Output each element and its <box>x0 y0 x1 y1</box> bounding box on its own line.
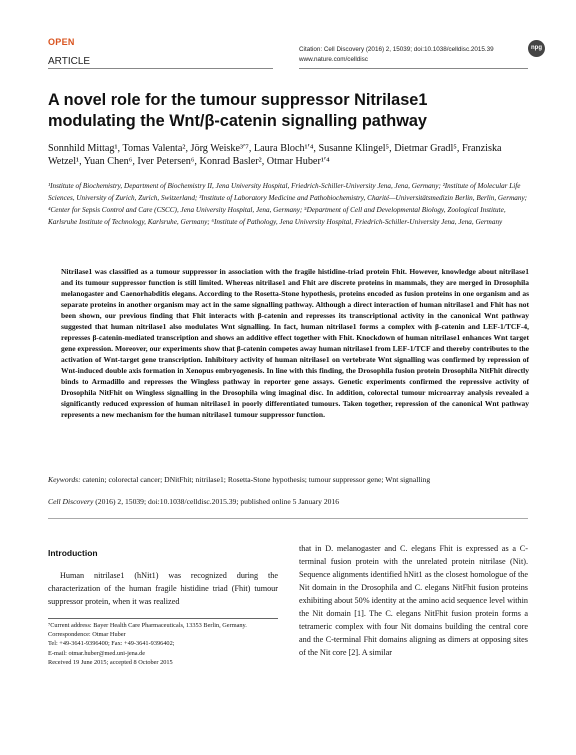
article-title: A novel role for the tumour suppressor Nitrilase1 modulating the Wnt/β-catenin signalling pathway <box>48 91 428 130</box>
abstract: Nitrilase1 was classified as a tumour suppressor in association with the fragile histidine-triad protein Fhit. However, knowledge about nitrilase1 and its tumour suppressor function is still limited. Whereas nitrilase1 and Fhit are discrete proteins in mammals, they are merged in Drosophila melanogaster and Caenorhabditis elegans. According to the Rosetta-Stone hypothesis, proteins encoded as fusion proteins in one organism and as separate proteins in another organism may act in the same signalling pathway. Although a direct interaction of human nitrilase1 and Fhit has not been shown, our previous finding that Fhit interacts with β-catenin and represses its transcriptional activity in the canonical Wnt pathway suggested that human nitrilase1 also modulates Wnt signalling. In fact, human nitrilase1 forms a complex with β-catenin and LEF-1/TCF-4, represses β-catenin-mediated transcription and shows an additive effect together with Fhit. Knockdown of human nitrilase1 enhances Wnt target gene expression. Moreover, our experiments show that β-catenin competes away human nitrilase1 from LEF-1/TCF and thereby contributes to the activation of Wnt-target gene transcription. Inhibitory activity of human nitrilase1 on vertebrate Wnt signalling was confirmed by repression of Wnt-induced double axis formation in Xenopus embryogenesis. In line with this finding, the Drosophila fusion protein Drosophila NitFhit directly binds to Armadillo and represses the Wingless pathway in reporter gene assays. Genetic experiments confirmed the repressive activity of Drosophila NitFhit on Wingless signalling in the Drosophila wing imaginal disc. In addition, colorectal tumour microarray analysis revealed a significantly reduced expression of human nitrilase1 in poorly differentiated tumours. Taken together, repression of the canonical Wnt pathway represents a new mechanism for the human nitrilase1 tumour suppressor function. <box>61 267 529 419</box>
publication-details: (2016) 2, 15039; doi:10.1038/celldisc.2015.39; published online 5 January 2016 <box>95 497 340 506</box>
journal-url[interactable]: www.nature.com/celldisc <box>299 56 368 63</box>
keywords-label: Keywords: <box>48 475 81 484</box>
citation-block <box>299 45 529 65</box>
affiliations: ¹Institute of Biochemistry, Department of Biochemistry II, Jena University Hospital, Friedrich-Schiller-University Jena, Jena, Germany; ²Institute of Molecular Life Sciences, University of Zurich, Zurich, Switzerland; ³Institute of Laboratory Medicine and Pathobiochemistry, Charité—Universitätsmedizin Berlin, Berlin, Germany; ⁴Center for Sepsis Control and Care (CSCC), Jena University Hospital, Jena, Germany; ⁵Department of Cell and Developmental Biology, Zoological Institute, Karlsruhe Institute of Technology, Karlsruhe, Germany; ⁶Institute of Pathology, Jena University Hospital, Friedrich-Schiller-University Jena, Jena, Germany <box>48 182 528 226</box>
intro-right-column <box>299 542 528 659</box>
keywords-text: catenin; colorectal cancer; DNitFhit; nitrilase1; Rosetta-Stone hypothesis; tumour suppressor gene; Wnt signalling <box>82 475 431 484</box>
npg-logo-icon: npg <box>528 40 545 57</box>
footnote-phone: Tel: +49-3641-9396400; Fax: +49-3641-9396402; <box>48 640 175 648</box>
intro-text: Human nitrilase1 (hNit1) was recognized during the characterization of the human fragile histidine triad (Fhit) tumour suppressor protein, when it was realized <box>48 571 278 606</box>
footnote-current-address: ⁷Current address: Bayer Health Care Pharmaceuticals, 13353 Berlin, Germany. <box>48 622 247 629</box>
footnote-email[interactable]: E-mail: otmar.huber@med.uni-jena.de <box>48 649 146 657</box>
keywords <box>48 474 528 485</box>
abstract-divider <box>48 518 528 519</box>
header-divider-right <box>299 68 528 69</box>
footnote-received: Received 19 June 2015; accepted 8 October 2015 <box>48 658 173 666</box>
publication-info <box>48 496 528 507</box>
author-list: Sonnhild Mittag¹, Tomas Valenta², Jörg Weiske³ʹ⁷, Laura Bloch¹ʹ⁴, Susanne Klingel⁵, Dietmar Gradl⁵, Franziska Wetzel¹, Yuan Chen⁶, Iver Petersen⁶, Konrad Basler², Otmar Huber¹ʹ⁴ <box>48 143 502 167</box>
right-column-text: that in D. melanogaster and C. elegans Fhit is expressed as a C-terminal fusion protein with the unrelated protein nitrilase (Nit). Sequence alignments identified hNit1 as the closest homologue of the Nit domain in the Drosophila and C. elegans NitFhit fusion proteins exhibiting about 50% identity at the amino acid sequence level within the Nit domain [1]. The C. elegans NitFhit fusion protein forms a tetrameric complex with four Nit domains building the central core and the C-terminal Fhit domains aligning as dimers at opposing sites of the Nit core [2]. A similar <box>299 544 528 657</box>
footnote-divider <box>48 618 278 619</box>
article-type-label: ARTICLE <box>48 56 91 67</box>
header-divider-left <box>48 68 273 69</box>
footnote-correspondence: Correspondence: Otmar Huber <box>48 631 126 639</box>
journal-name: Cell Discovery <box>48 497 94 506</box>
footnotes <box>48 621 278 667</box>
open-access-label: OPEN <box>48 37 75 47</box>
citation-line: Citation: Cell Discovery (2016) 2, 15039; doi:10.1038/celldisc.2015.39 <box>299 46 494 53</box>
intro-paragraph <box>48 569 278 608</box>
section-heading-introduction: Introduction <box>48 548 98 558</box>
